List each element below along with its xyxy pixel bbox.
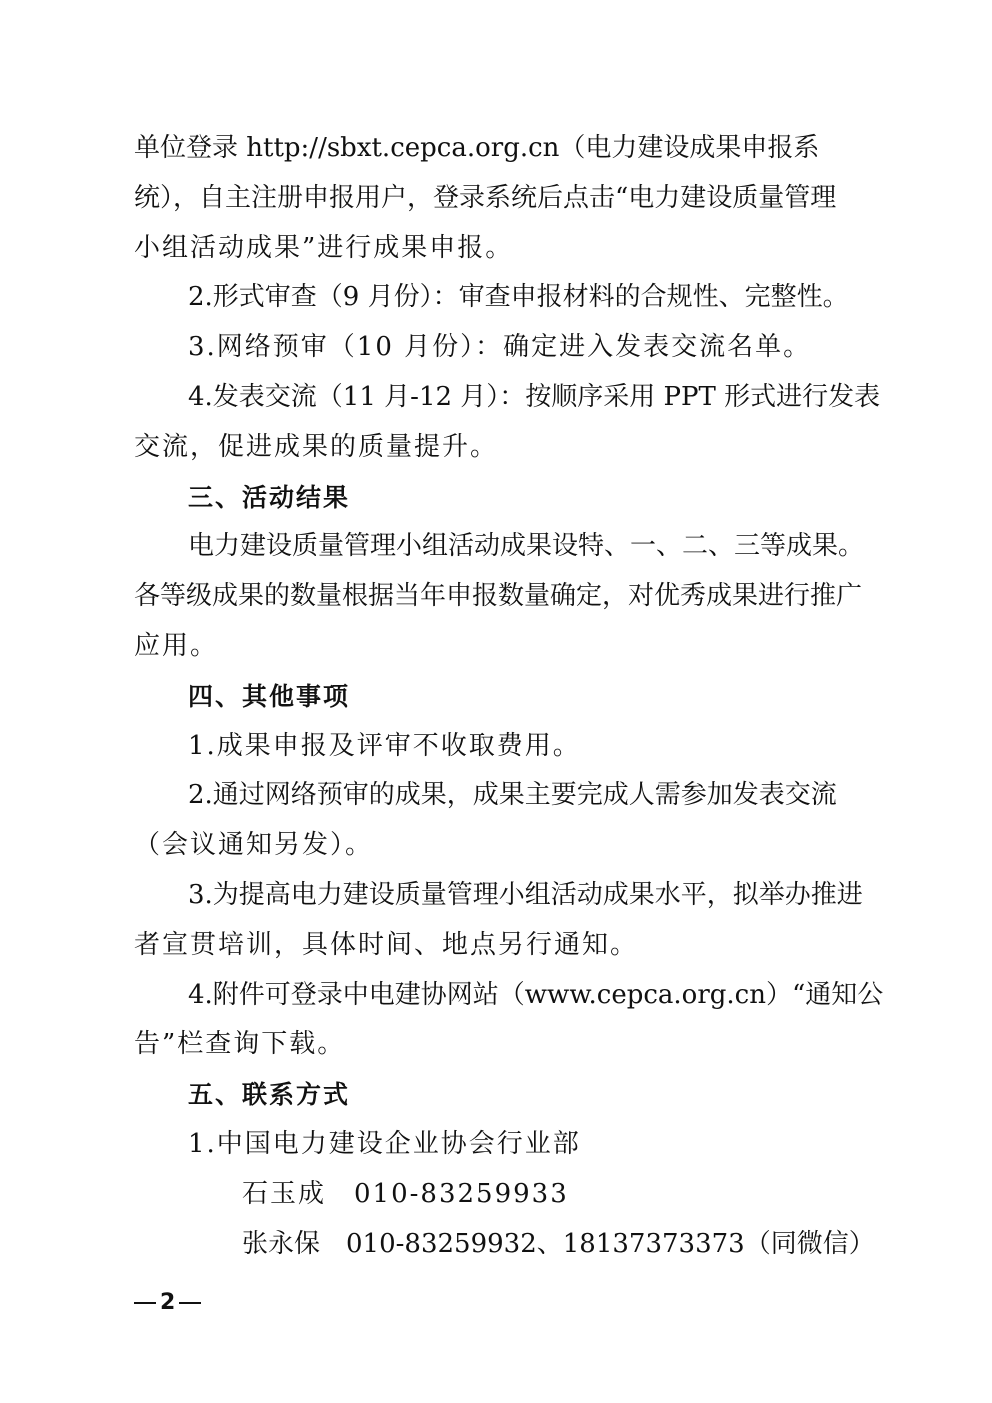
body-line: 2.形式审查（9 月份）：审查申报材料的合规性、完整性。: [188, 282, 849, 313]
section-heading: 四、其他事项: [188, 681, 351, 711]
body-line: 2.通过网络预审的成果，成果主要完成人需参加发表交流: [188, 780, 837, 811]
body-line: 应用。: [134, 630, 219, 661]
body-line: 小组活动成果”进行成果申报。: [134, 232, 514, 263]
body-line: 1.中国电力建设企业协会行业部: [188, 1128, 581, 1159]
footer-dash-right: [179, 1302, 201, 1304]
body-line: 电力建设质量管理小组活动成果设特、一、二、三等成果。: [188, 531, 865, 562]
section-heading: 三、活动结果: [188, 482, 351, 512]
body-line: 3.为提高电力建设质量管理小组活动成果水平，拟举办推进: [188, 879, 863, 910]
document-body: [134, 124, 884, 1269]
body-line: 1.成果申报及评审不收取费用。: [188, 730, 581, 761]
page-number: 2: [160, 1290, 176, 1315]
body-line: 单位登录 http://sbxt.cepca.org.cn（电力建设成果申报系: [134, 133, 820, 163]
body-line: 4.发表交流（11 月-12 月）：按顺序采用 PPT 形式进行发表: [188, 381, 881, 412]
body-line: 3.网络预审（10 月份）：确定进入发表交流名单。: [188, 332, 812, 363]
body-line: 统），自主注册申报用户，登录系统后点击“电力建设质量管理: [134, 182, 837, 213]
section-heading: 五、联系方式: [188, 1080, 351, 1110]
page-footer: [134, 1290, 201, 1315]
body-line: 者宣贯培训，具体时间、地点另行通知。: [134, 929, 639, 960]
footer-dash-left: [134, 1302, 156, 1304]
body-line: 告”栏查询下载。: [134, 1029, 346, 1060]
body-line: （会议通知另发）。: [134, 830, 374, 861]
body-line: 各等级成果的数量根据当年申报数量确定，对优秀成果进行推广: [134, 581, 863, 612]
contact-line: 石玉成 010-83259933: [242, 1178, 569, 1209]
contact-line: 张永保 010-83259932、18137373373（同微信）: [242, 1228, 875, 1259]
body-line: 交流，促进成果的质量提升。: [134, 431, 499, 462]
body-line: 4.附件可登录中电建协网站（www.cepca.org.cn）“通知公: [188, 979, 884, 1010]
